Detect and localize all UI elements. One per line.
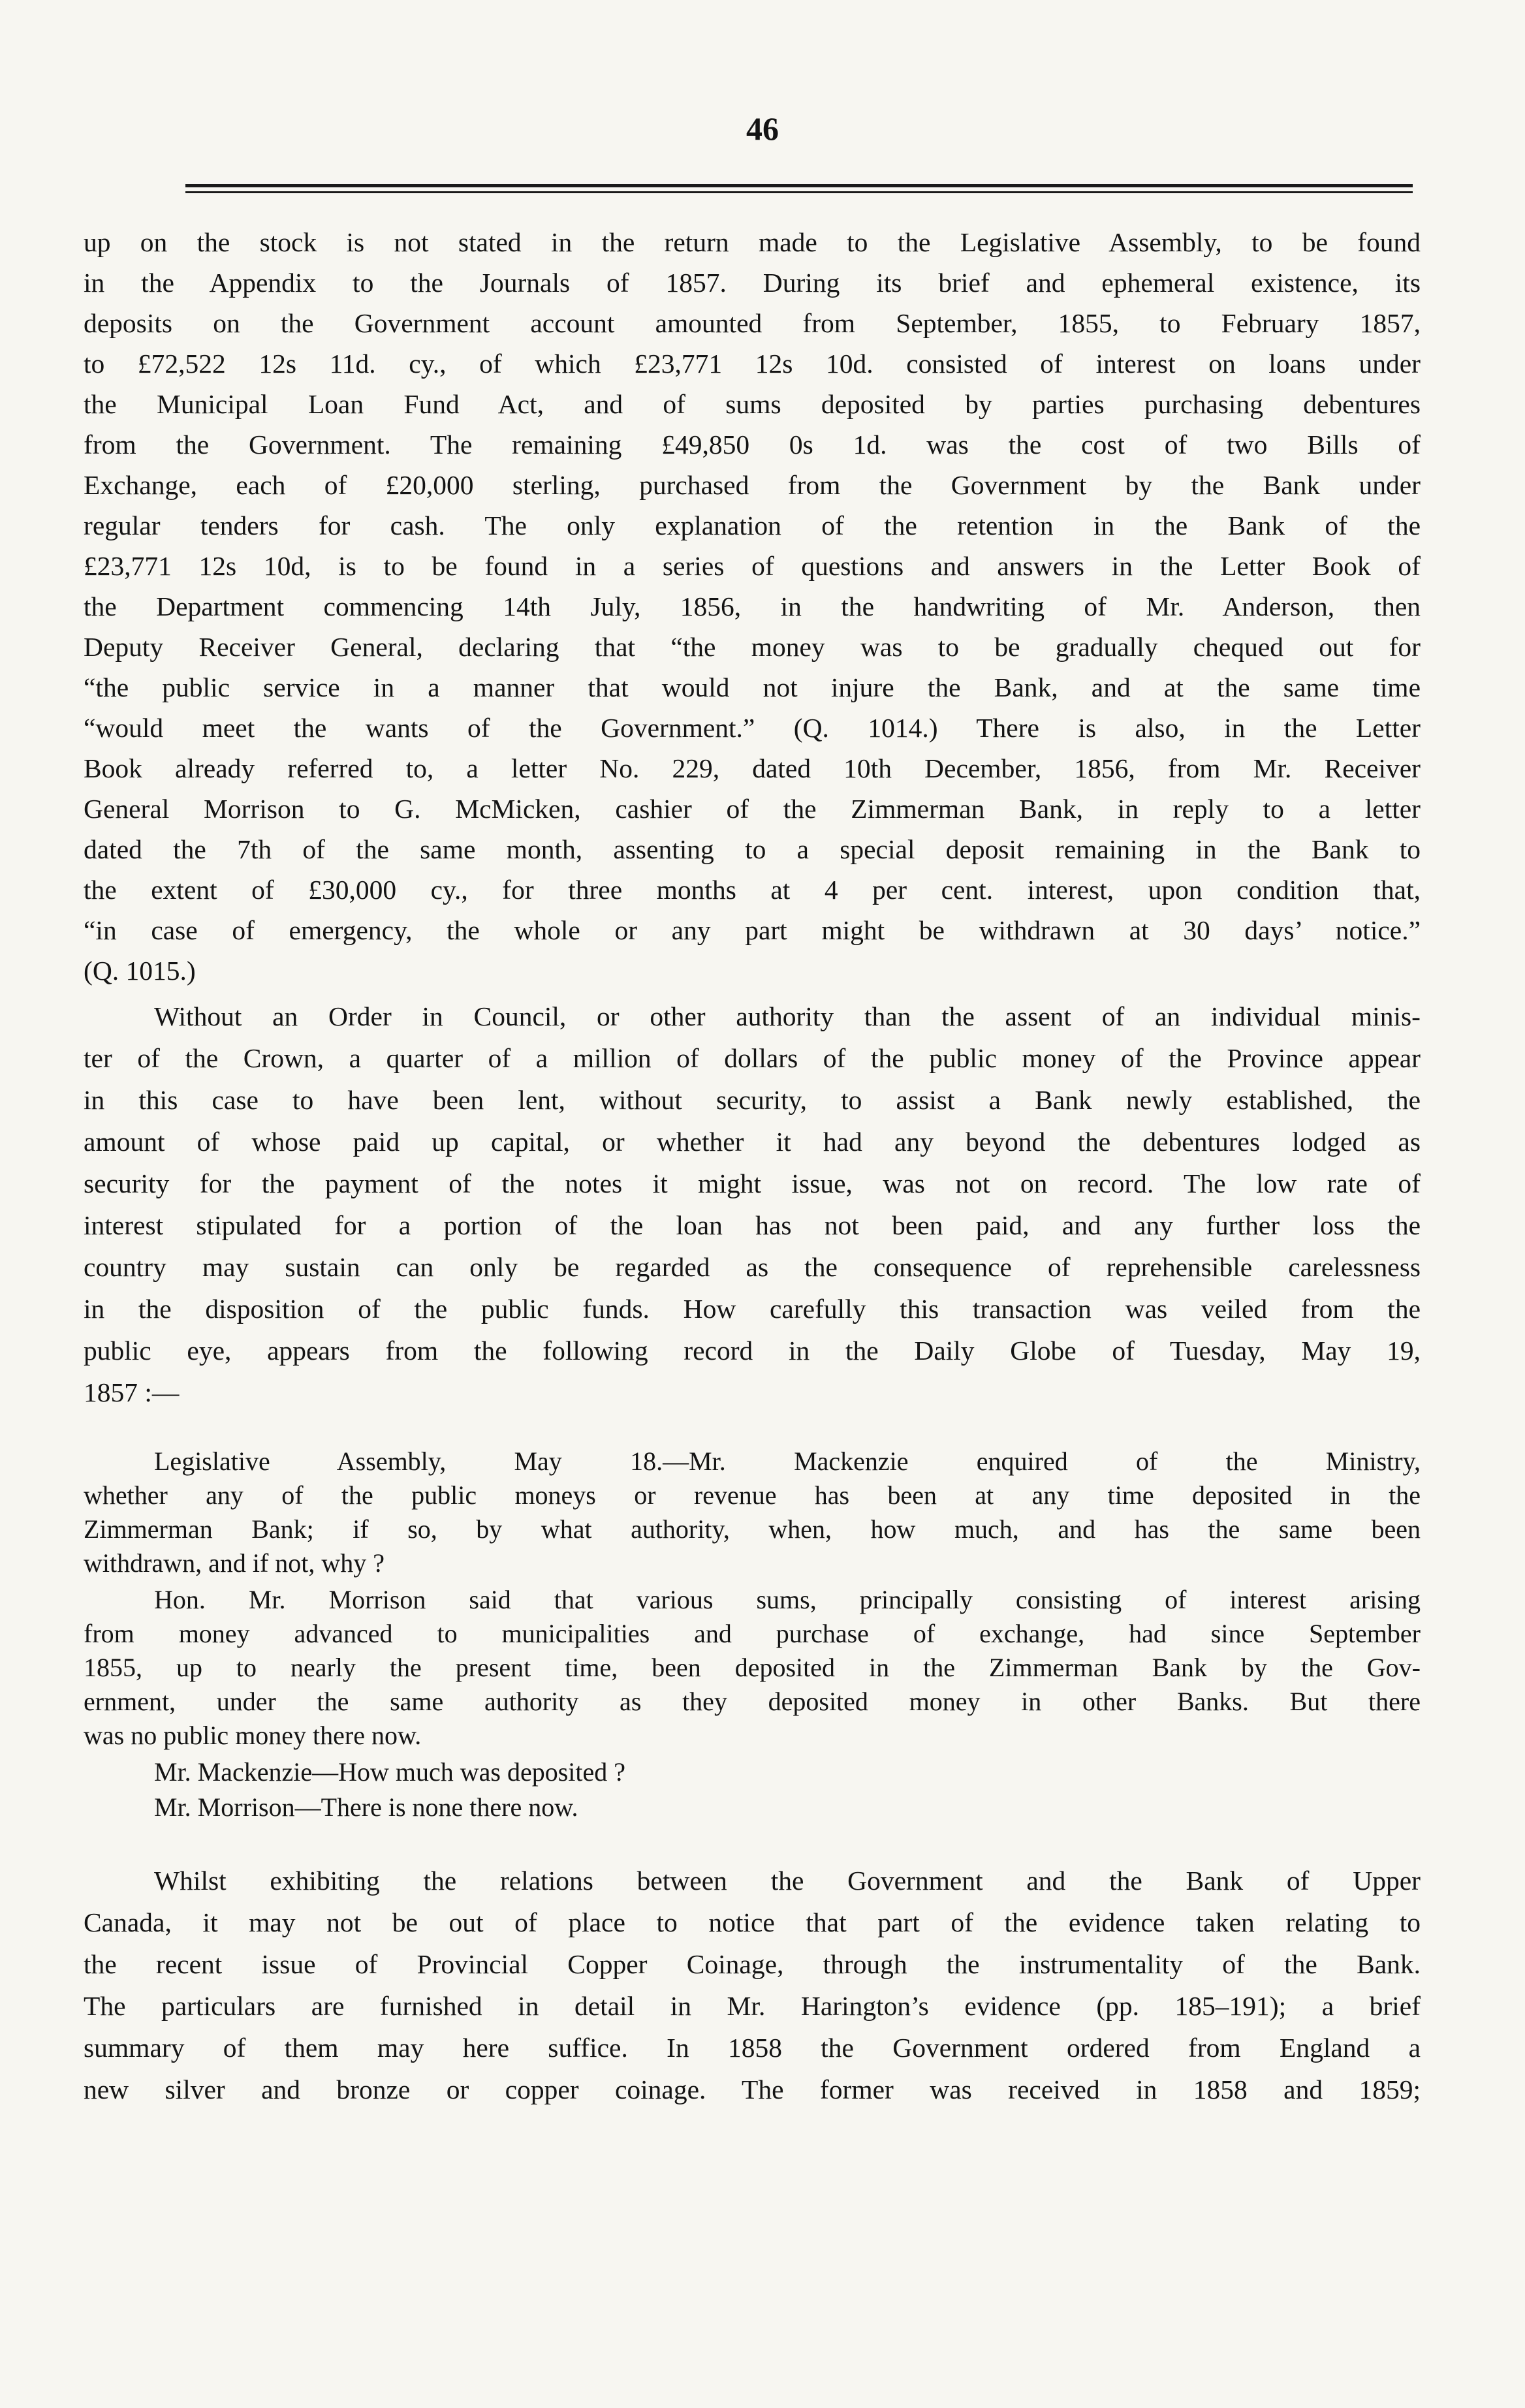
text-line: Canada, it may not be out of place to notice that part of the evidence taken relating to <box>84 1907 1421 1937</box>
text-line: the Department commencing 14th July, 1856, in the handwriting of Mr. Anderson, then <box>84 591 1421 621</box>
text-line: the Municipal Loan Fund Act, and of sums deposited by parties purchasing debentures <box>84 389 1421 419</box>
text-line: summary of them may here suffice. In 1858 the Government ordered from England a <box>84 2033 1421 2063</box>
text-line: public eye, appears from the following record in the Daily Globe of Tuesday, May 19, <box>84 1336 1421 1366</box>
header-rule-thick <box>185 184 1413 187</box>
text-line: up on the stock is not stated in the return made to the Legislative Assembly, to be found <box>84 227 1421 257</box>
quote-line: from money advanced to municipalities and purchase of exchange, had since September <box>84 1619 1421 1648</box>
text-line: deposits on the Government account amounted from September, 1855, to February 1857, <box>84 308 1421 338</box>
text-line: General Morrison to G. McMicken, cashier of the Zimmerman Bank, in reply to a letter <box>84 794 1421 824</box>
text-line: The particulars are furnished in detail in Mr. Harington’s evidence (pp. 185–191); a brief <box>84 1991 1421 2021</box>
text-line: country may sustain can only be regarded as the consequence of reprehensible carelessness <box>84 1252 1421 1282</box>
quote-line: withdrawn, and if not, why ? <box>84 1548 385 1578</box>
text-line: Exchange, each of £20,000 sterling, purchased from the Government by the Bank under <box>84 470 1421 500</box>
quote-line: Mr. Mackenzie—How much was deposited ? <box>154 1757 626 1787</box>
quote-line: 1855, up to nearly the present time, been deposited in the Zimmerman Bank by the Gov- <box>84 1653 1421 1682</box>
quote-line: Legislative Assembly, May 18.—Mr. Mackenzie enquired of the Ministry, <box>154 1446 1421 1476</box>
quote-line: ernment, under the same authority as they deposited money in other Banks. But there <box>84 1687 1421 1716</box>
text-line: the recent issue of Provincial Copper Coinage, through the instrumentality of the Bank. <box>84 1949 1421 1979</box>
text-line: to £72,522 12s 11d. cy., of which £23,771 12s 10d. consisted of interest on loans under <box>84 349 1421 379</box>
text-line: in the disposition of the public funds. How carefully this transaction was veiled from the <box>84 1294 1421 1324</box>
quote-line: Mr. Morrison—There is none there now. <box>154 1792 578 1822</box>
quote-line: whether any of the public moneys or revenue has been at any time deposited in the <box>84 1480 1421 1510</box>
text-line: “in case of emergency, the whole or any part might be withdrawn at 30 days’ notice.” <box>84 915 1421 945</box>
text-line: amount of whose paid up capital, or whether it had any beyond the debentures lodged as <box>84 1127 1421 1157</box>
text-line: in this case to have been lent, without security, to assist a Bank newly established, the <box>84 1085 1421 1115</box>
quote-line: was no public money there now. <box>84 1721 422 1750</box>
text-line: Whilst exhibiting the relations between the Government and the Bank of Upper <box>154 1866 1421 1896</box>
text-line: Deputy Receiver General, declaring that “the money was to be gradually chequed out for <box>84 632 1421 662</box>
text-line: “would meet the wants of the Government.” (Q. 1014.) There is also, in the Letter <box>84 713 1421 743</box>
text-line: from the Government. The remaining £49,850 0s 1d. was the cost of two Bills of <box>84 430 1421 460</box>
text-line: £23,771 12s 10d, is to be found in a series of questions and answers in the Letter Book of <box>84 551 1421 581</box>
quote-line: Hon. Mr. Morrison said that various sums, principally consisting of interest arising <box>154 1585 1421 1614</box>
text-line: in the Appendix to the Journals of 1857. During its brief and ephemeral existence, its <box>84 268 1421 298</box>
text-line: Without an Order in Council, or other authority than the assent of an individual minis- <box>154 1001 1421 1031</box>
text-line: (Q. 1015.) <box>84 956 196 986</box>
text-line: regular tenders for cash. The only explanation of the retention in the Bank of the <box>84 510 1421 540</box>
page-number: 46 <box>746 110 779 147</box>
quote-line: Zimmerman Bank; if so, by what authority, when, how much, and has the same been <box>84 1514 1421 1544</box>
text-line: 1857 :— <box>84 1377 180 1407</box>
text-line: “the public service in a manner that would not injure the Bank, and at the same time <box>84 672 1421 702</box>
header-rule-thin <box>185 191 1413 193</box>
text-line: Book already referred to, a letter No. 229, dated 10th December, 1856, from Mr. Receiver <box>84 753 1421 783</box>
text-line: the extent of £30,000 cy., for three months at 4 per cent. interest, upon condition that, <box>84 875 1421 905</box>
text-line: security for the payment of the notes it might issue, was not on record. The low rate of <box>84 1168 1421 1198</box>
text-line: ter of the Crown, a quarter of a million of dollars of the public money of the Province appear <box>84 1043 1421 1073</box>
text-line: new silver and bronze or copper coinage. The former was received in 1858 and 1859; <box>84 2074 1421 2104</box>
text-line: interest stipulated for a portion of the loan has not been paid, and any further loss the <box>84 1210 1421 1240</box>
text-line: dated the 7th of the same month, assenting to a special deposit remaining in the Bank to <box>84 834 1421 864</box>
